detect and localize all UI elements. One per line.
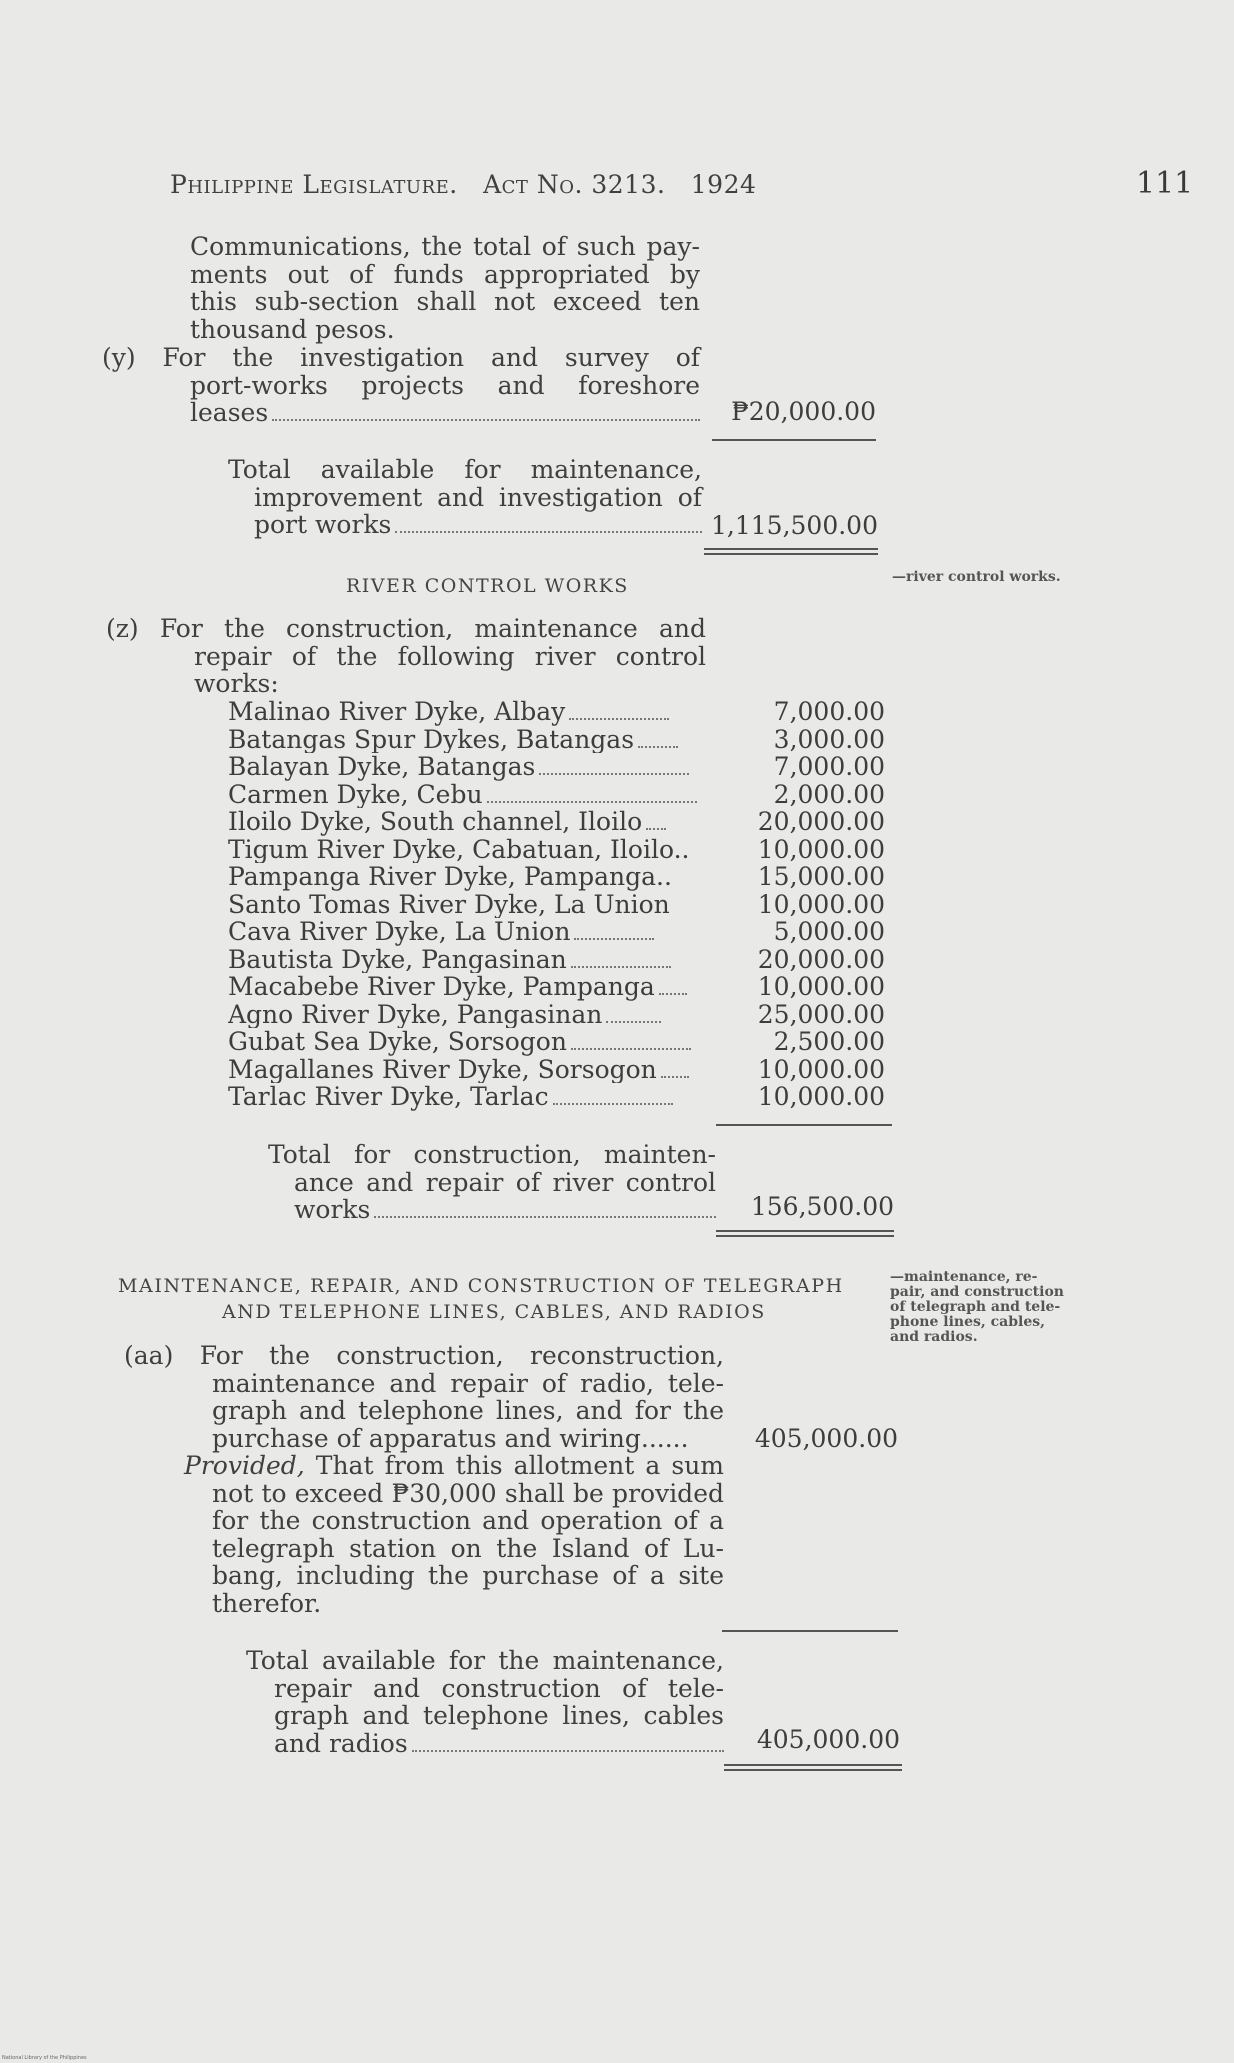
total-double-rule (724, 1764, 902, 1771)
subtotal-rule (722, 1630, 898, 1632)
total-line: Total for construction, mainten- (268, 1140, 716, 1169)
list-item (228, 1056, 708, 1084)
total-port-amount: 1,115,500.00 (711, 511, 878, 540)
list-item (228, 891, 708, 919)
item-aa-line: maintenance and repair of radio, tele- (212, 1368, 724, 1398)
total-telegraph-amount: 405,000.00 (756, 1725, 900, 1754)
margin-note-line: pair, and construction (890, 1284, 1064, 1300)
item-name: Tarlac River Dyke, Tarlac (228, 1083, 549, 1111)
continuation-line: ments out of funds appropriated by (190, 259, 700, 289)
continuation-line: this sub-section shall not exceed ten (190, 287, 700, 316)
item-name: Macabebe River Dyke, Pampanga (228, 973, 655, 1001)
item-amount: 20,000.00 (757, 944, 885, 974)
item-z-label: (z) (106, 614, 139, 643)
total-double-rule (716, 1230, 894, 1237)
continuation-line: Communications, the total of such pay- (190, 232, 700, 261)
proviso-line: not to exceed ₱30,000 shall be provided (212, 1478, 724, 1508)
list-item (228, 836, 708, 864)
item-amount: 2,500.00 (773, 1027, 885, 1056)
total-line: Total available for maintenance, (228, 455, 702, 484)
heading-line: MAINTENANCE, REPAIR, AND CONSTRUCTION OF TELEGRAPH (118, 1275, 844, 1297)
total-river-works (268, 1141, 716, 1224)
total-line: works (294, 1195, 371, 1224)
total-line: port works (254, 510, 392, 539)
total-line: and radios (274, 1728, 408, 1758)
item-name: Balayan Dyke, Batangas (228, 753, 536, 781)
item-aa-line: purchase of apparatus and wiring...... (212, 1423, 689, 1453)
item-name: Magallanes River Dyke, Sorsogon (228, 1055, 657, 1083)
list-item (228, 753, 708, 781)
continuation-paragraph (190, 233, 700, 343)
item-name: Agno River Dyke, Pangasinan (228, 1000, 603, 1028)
item-aa-label: (aa) (124, 1341, 174, 1370)
proviso-line: for the construction and operation of a (212, 1506, 724, 1535)
heading-line: AND TELEPHONE LINES, CABLES, AND RADIOS (222, 1301, 766, 1323)
item-name: Batangas Spur Dykes, Batangas (228, 725, 635, 753)
proviso-line: bang, including the purchase of a site (212, 1561, 724, 1590)
item-y-label: (y) (102, 343, 136, 372)
item-amount: 7,000.00 (773, 697, 885, 726)
item-z (106, 615, 706, 698)
item-name: Carmen Dyke, Cebu (228, 780, 483, 808)
item-y (102, 344, 700, 427)
item-z-line: For the construction, maintenance and (159, 614, 706, 643)
margin-note-telegraph (890, 1270, 1100, 1345)
item-z-line: repair of the following river control (194, 641, 706, 671)
list-item (228, 973, 708, 1001)
total-double-rule (704, 548, 878, 555)
item-amount: 10,000.00 (757, 1082, 885, 1111)
total-port-works (228, 456, 702, 539)
item-y-line: For the investigation and survey of (162, 343, 700, 372)
list-item (228, 1028, 708, 1056)
item-z-line: works: (194, 669, 279, 698)
list-item (228, 1083, 708, 1111)
item-amount: 3,000.00 (773, 724, 885, 754)
item-amount: 25,000.00 (757, 999, 885, 1029)
list-item (228, 946, 708, 974)
item-amount: 2,000.00 (773, 779, 885, 809)
footer-credit: National Library of the Philippines (2, 2055, 87, 2061)
total-line: repair and construction of tele- (274, 1673, 724, 1703)
item-amount: 5,000.00 (773, 917, 885, 946)
list-item (228, 1001, 708, 1029)
total-line: graph and telephone lines, cables (274, 1701, 724, 1730)
item-y-line: port-works projects and foreshore (190, 370, 700, 400)
item-aa-amount: 405,000.00 (754, 1424, 898, 1453)
leader-dots (412, 1748, 724, 1752)
proviso-line: therefor. (212, 1588, 322, 1618)
item-amount: 10,000.00 (757, 1054, 885, 1084)
list-item (228, 726, 708, 754)
item-amount: 10,000.00 (757, 889, 885, 919)
section-heading-telegraph (118, 1275, 888, 1323)
item-amount: 15,000.00 (757, 862, 885, 891)
list-item (228, 698, 708, 726)
running-header (170, 170, 756, 199)
list-item (228, 781, 708, 809)
list-item (228, 863, 708, 891)
item-y-amount: ₱20,000.00 (731, 397, 876, 426)
provided-word: Provided, (184, 1451, 305, 1480)
margin-note-line: —maintenance, re- (890, 1269, 1038, 1285)
item-name: Pampanga River Dyke, Pampanga.. (228, 863, 672, 891)
list-item (228, 918, 708, 946)
item-name: Iloilo Dyke, South channel, Iloilo (228, 808, 643, 836)
total-line: ance and repair of river control (294, 1167, 716, 1197)
continuation-line: thousand pesos. (190, 314, 395, 344)
item-name: Cava River Dyke, La Union (228, 918, 571, 946)
item-amount: 10,000.00 (757, 972, 885, 1001)
act-year: 1924 (690, 170, 757, 199)
proviso-line: telegraph station on the Island of Lu- (212, 1533, 724, 1563)
item-amount: 20,000.00 (757, 807, 885, 836)
total-line: Total available for the maintenance, (246, 1646, 724, 1675)
total-river-amount: 156,500.00 (750, 1192, 894, 1221)
item-name: Bautista Dyke, Pangasinan (228, 945, 567, 973)
item-aa (124, 1342, 724, 1617)
act-number: Act No. 3213. (483, 170, 666, 199)
margin-note-line: and radios. (890, 1329, 978, 1345)
leader-dots (395, 529, 702, 533)
page-number: 111 (1136, 166, 1194, 201)
running-title: Philippine Legislature. (170, 170, 458, 199)
subtotal-rule (716, 1124, 892, 1126)
total-telegraph (246, 1647, 724, 1757)
item-name: Santo Tomas River Dyke, La Union (228, 890, 670, 918)
item-name: Gubat Sea Dyke, Sorsogon (228, 1028, 567, 1056)
total-line: improvement and investigation of (254, 482, 702, 512)
item-name: Malinao River Dyke, Albay (228, 698, 566, 726)
leader-dots (272, 417, 700, 421)
item-aa-line: For the construction, reconstruction, (199, 1341, 724, 1370)
leader-dots (374, 1214, 716, 1218)
proviso-line: That from this allotment a sum (315, 1451, 724, 1480)
section-heading-river: RIVER CONTROL WORKS (346, 575, 629, 597)
item-amount: 7,000.00 (773, 752, 885, 781)
item-aa-line: graph and telephone lines, and for the (212, 1396, 724, 1425)
subtotal-rule (712, 439, 876, 441)
item-y-line: leases (190, 398, 269, 427)
item-name: Tigum River Dyke, Cabatuan, Iloilo.. (228, 835, 690, 863)
margin-note-river: —river control works. (892, 569, 1061, 585)
item-amount: 10,000.00 (757, 834, 885, 864)
margin-note-line: phone lines, cables, (890, 1314, 1045, 1330)
list-item (228, 808, 708, 836)
margin-note-line: of telegraph and tele- (890, 1299, 1061, 1315)
